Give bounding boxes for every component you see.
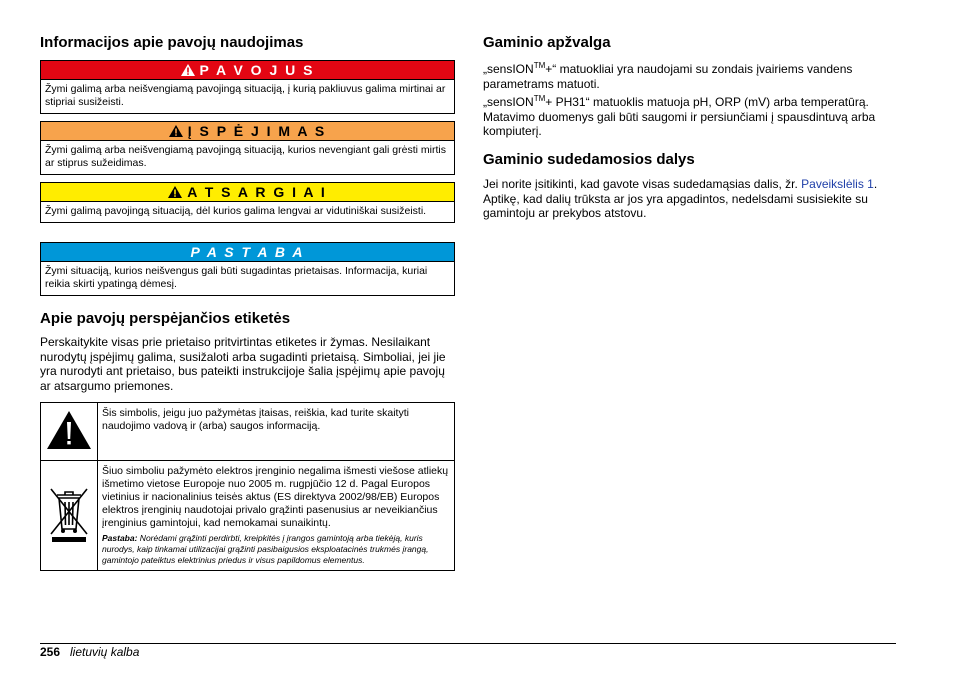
text-fragment: Jei norite įsitikinti, kad gavote visas sudedamąsias dalis, žr. xyxy=(483,177,802,191)
warning-triangle-icon xyxy=(181,64,195,76)
notice-text: Žymi situaciją, kurios neišvengus gali būti sugadintas prietaisas. Informacija, kuriai reikia skirti ypatingą dėmesį. xyxy=(45,265,428,290)
caution-text: Žymi galimą pavojingą situaciją, dėl kurios galima lengvai ar vidutiniškai susižeisti. xyxy=(45,205,427,217)
heading-components: Gaminio sudedamosios dalys xyxy=(483,151,695,168)
warning-header xyxy=(41,122,454,141)
table-row xyxy=(41,403,455,461)
trademark: TM xyxy=(533,61,546,70)
text-fragment: „sensION xyxy=(483,62,534,76)
notice-header xyxy=(41,243,454,262)
warning-triangle-icon xyxy=(169,125,183,137)
weee-note xyxy=(102,533,450,566)
text-fragment: „sensION xyxy=(483,95,534,109)
danger-header xyxy=(41,61,454,80)
table-row xyxy=(41,461,455,571)
components-paragraph xyxy=(483,177,903,221)
warning-triangle-icon xyxy=(168,186,182,198)
notice-title: P A S T A B A xyxy=(190,244,305,260)
figure-link[interactable]: Paveikslėlis 1 xyxy=(801,177,874,191)
heading-labels: Apie pavojų perspėjančios etiketės xyxy=(40,310,291,327)
note-label: Pastaba: xyxy=(102,533,138,543)
weee-text: Šiuo simboliu pažymėto elektros įrenginio negalima išmesti viešose atliekų išmetimo vietose Europoje nuo 2005 m. rugpjūčio 12 d. Pagal Europos vietinius ir nacionalinius teisės aktus (ES direktyva 2002/98/EB) Europos elektros įrenginių naudotojai privalo grąžinti pasenusius ar neveikiančius įrenginius gamintojui, kad nemokamai sunaikintų. xyxy=(102,465,449,529)
crossed-bin-icon xyxy=(47,484,91,544)
danger-title: P A V O J U S xyxy=(199,62,315,78)
symbol-description xyxy=(98,461,455,571)
warning-triangle-icon xyxy=(46,410,92,450)
footer-language: lietuvių kalba xyxy=(70,645,140,659)
symbol-description: Šis simbolis, jeigu juo pažymėtas įtaisas, reiškia, kad turite skaityti naudojimo vadovą ir (arba) saugos informaciją. xyxy=(98,403,455,461)
notice-box xyxy=(40,242,455,296)
warning-text: Žymi galimą arba neišvengiamą pavojingą situaciją, kurios nevengiant gali grėsti mirtis ar stiprus sužeidimas. xyxy=(45,144,446,169)
text-fragment: + PH31“ matuoklis matuoja pH, ORP (mV) arba temperatūrą. Matavimo duomenys gali būti saugomi ir persiunčiami į spausdintuvą arba kompiuterį. xyxy=(483,95,876,138)
caution-header xyxy=(41,183,454,202)
text-fragment: . Aptikę, kad dalių trūksta ar jos yra apgadintos, nedelsdami susisiekite su gamintoju ar prekybos atstovu. xyxy=(483,177,878,220)
symbol-cell xyxy=(41,461,98,571)
warning-title: Į S P Ė J I M A S xyxy=(187,123,327,139)
danger-text: Žymi galimą arba neišvengiamą pavojingą situaciją, į kurią pakliuvus galima mirtinai ar stipriai susižeisti. xyxy=(45,83,446,108)
overview-paragraph-1 xyxy=(483,59,903,91)
caution-title: A T S A R G I A I xyxy=(187,184,327,200)
labels-paragraph: Perskaitykite visas prie prietaiso pritvirtintas etiketes ir žymas. Nesilaikant nurodytų įspėjimų galima, susižaloti arba sugadinti prietaisą. Simboliai, jei jie yra nurodyti ant prietaiso, bus pateikti instrukcijoje šalia įspėjimų apie pavojų ar atsargumo priemones. xyxy=(40,335,446,393)
note-text: Norėdami grąžinti perdirbti, kreipkitės į įrangos gamintoją arba tiekėją, kuris nurodys, kaip tinkamai utilizacijai grąžinti pasibaigusios eksploatacinės trukmės įrangą, gamintojo pateiktus elektrinius priedus ir visus papildomus elementus. xyxy=(102,533,429,565)
caution-box xyxy=(40,182,455,223)
footer xyxy=(40,643,896,659)
heading-overview: Gaminio apžvalga xyxy=(483,34,611,51)
symbols-table xyxy=(40,402,455,571)
warning-box xyxy=(40,121,455,175)
symbol-cell xyxy=(41,403,98,461)
danger-box xyxy=(40,60,455,114)
page-number: 256 xyxy=(40,645,61,659)
text-fragment: +“ matuokliai yra naudojami su zondais įvairiems vandens parametrams matuoti. xyxy=(483,62,853,91)
heading-hazard-info: Informacijos apie pavojų naudojimas xyxy=(40,34,304,51)
overview-paragraph-2 xyxy=(483,92,903,139)
trademark: TM xyxy=(533,94,546,103)
